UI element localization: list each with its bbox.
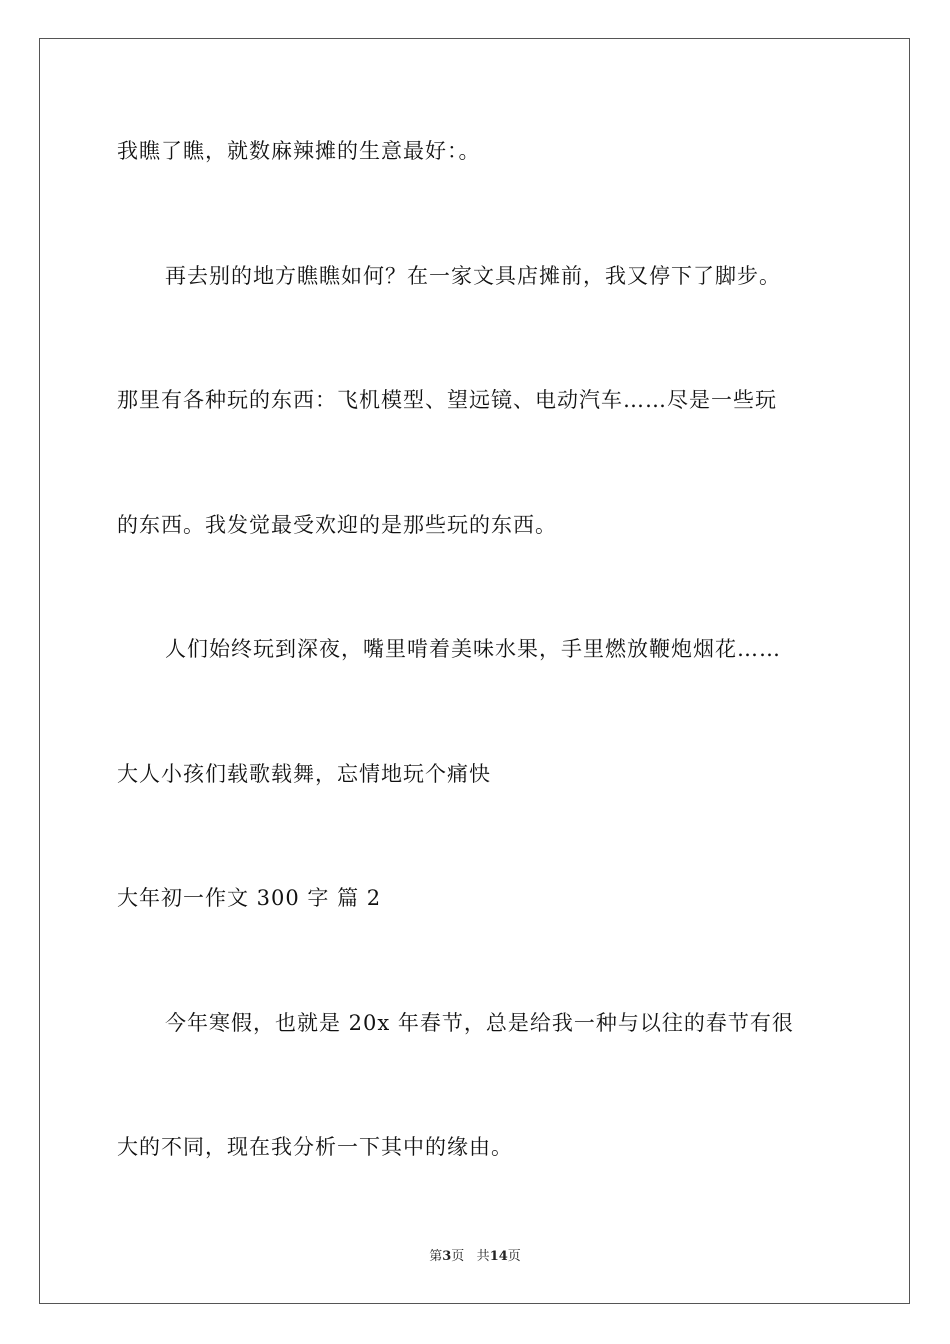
footer-total-suffix: 页: [507, 1249, 521, 1264]
text-line-2: 再去别的地方瞧瞧如何？在一家文具店摊前，我又停下了脚步。: [165, 264, 781, 288]
footer-page-number: 3: [442, 1249, 452, 1264]
text-line-5: 人们始终玩到深夜，嘴里啃着美味水果，手里燃放鞭炮烟花……: [165, 637, 781, 661]
text-line-1: 我瞧了瞧，就数麻辣摊的生意最好：。: [117, 139, 481, 163]
footer-total-pages: 14: [489, 1249, 508, 1264]
text-line-3: 那里有各种玩的东西：飞机模型、望远镜、电动汽车……尽是一些玩: [117, 388, 777, 412]
page-border: [39, 38, 910, 1304]
text-line-8: 大的不同，现在我分析一下其中的缘由。: [117, 1135, 513, 1159]
text-line-4: 的东西。我发觉最受欢迎的是那些玩的东西。: [117, 513, 557, 537]
footer-page-suffix: 页: [451, 1249, 465, 1264]
footer-page-prefix: 第: [429, 1249, 443, 1264]
text-line-7: 今年寒假，也就是 20x 年春节，总是给我一种与以往的春节有很: [165, 1011, 794, 1035]
page-footer: [0, 1249, 950, 1265]
section-heading: 大年初一作文 300 字 篇 2: [117, 886, 382, 910]
text-line-6: 大人小孩们载歌载舞，忘情地玩个痛快: [117, 762, 491, 786]
footer-total-prefix: 共: [476, 1249, 490, 1264]
